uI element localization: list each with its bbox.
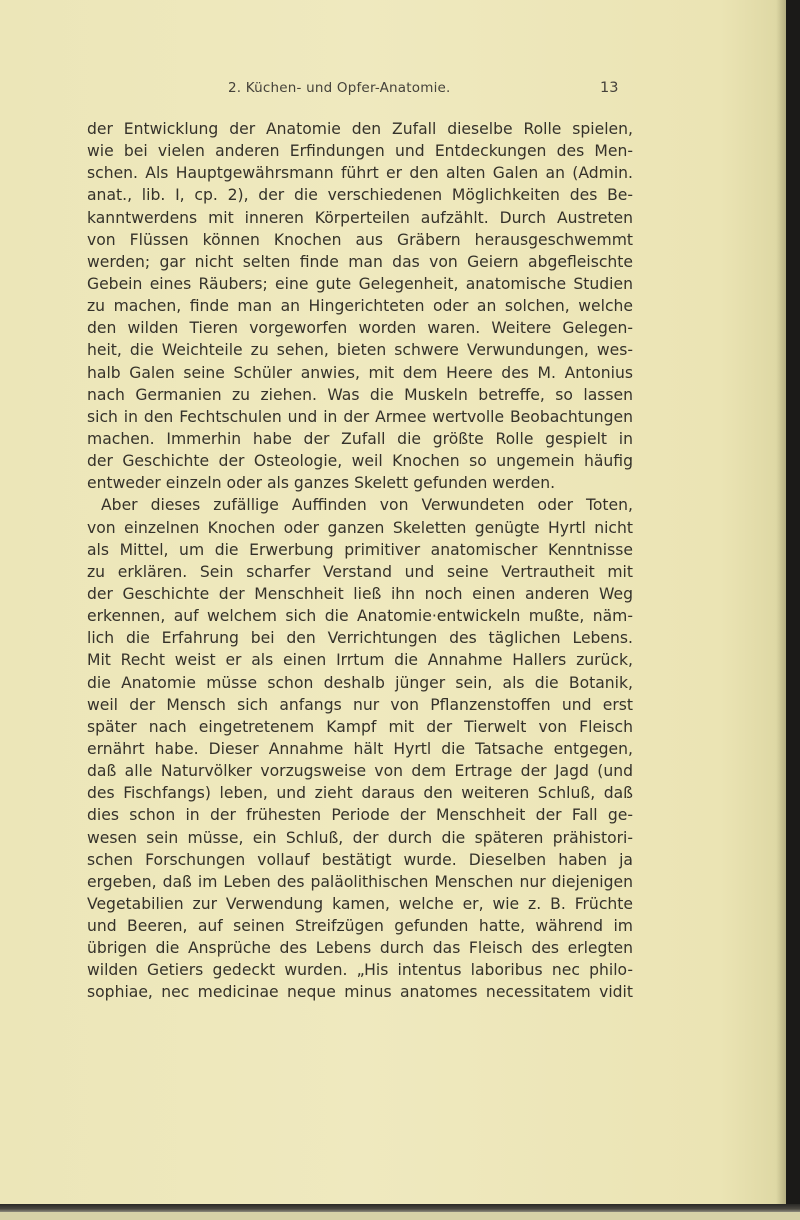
text-line: sich in den Fechtschulen und in der Armee wertvolle Beobachtungen (87, 407, 633, 426)
page-number: 13 (600, 80, 619, 96)
text-line: der Entwicklung der Anatomie den Zufall dieselbe Rolle spielen, (87, 120, 633, 138)
text-line: schen Forschungen vollauf bestätigt wurde. Dieselben haben ja (87, 850, 633, 869)
text-line: daß alle Naturvölker vorzugsweise von dem Ertrage der Jagd (und (87, 762, 633, 781)
text-line: kanntwerdens mit inneren Körperteilen aufzählt. Durch Austreten (87, 208, 633, 227)
text-line: den wilden Tieren vorgeworfen worden waren. Weitere Gelegen- (87, 319, 633, 338)
text-line: der Geschichte der Menschheit ließ ihn noch einen anderen Weg (87, 584, 633, 603)
text-line: der Geschichte der Osteologie, weil Knochen so ungemein häufig (87, 452, 633, 471)
text-line: zu machen, finde man an Hingerichteten oder an solchen, welche (87, 297, 633, 316)
text-line: wie bei vielen anderen Erfindungen und Entdeckungen des Men- (87, 142, 633, 161)
text-line: zu erklären. Sein scharfer Verstand und seine Vertrautheit mit (87, 562, 633, 581)
text-line: schen. Als Hauptgewährsmann führt er den alten Galen an (Admin. (87, 164, 633, 183)
text-line: halb Galen seine Schüler anwies, mit dem Heere des M. Antonius (87, 363, 633, 382)
text-line: Vegetabilien zur Verwendung kamen, welche er, wie z. B. Früchte (87, 894, 633, 913)
text-line: werden; gar nicht selten finde man das von Geiern abgefleischte (87, 252, 633, 271)
text-line: Aber dieses zufällige Auffinden von Verwundeten oder Toten, (101, 496, 633, 515)
text-line: die Anatomie müsse schon deshalb jünger sein, als die Botanik, (87, 673, 633, 692)
text-line: heit, die Weichteile zu sehen, bieten schwere Verwundungen, wes- (87, 341, 633, 360)
text-line: ernährt habe. Dieser Annahme hält Hyrtl die Tatsache entgegen, (87, 739, 633, 758)
text-line: weil der Mensch sich anfangs nur von Pflanzenstoffen und erst (87, 695, 633, 714)
scan-bottom-strip (0, 1212, 800, 1220)
text-line: Mit Recht weist er als einen Irrtum die Annahme Hallers zurück, (87, 651, 633, 670)
text-line: nach Germanien zu ziehen. Was die Muskeln betreffe, so lassen (87, 385, 633, 404)
scan-edge-bottom (0, 1204, 800, 1212)
text-line: anat., lib. I, cp. 2), der die verschiedenen Möglichkeiten des Be- (87, 186, 633, 205)
text-line: machen. Immerhin habe der Zufall die größte Rolle gespielt in (87, 429, 633, 448)
text-line: entweder einzeln oder als ganzes Skelett gefunden werden. (87, 474, 556, 493)
text-line: übrigen die Ansprüche des Lebens durch das Fleisch des erlegten (87, 939, 633, 958)
text-line: ergeben, daß im Leben des paläolithischen Menschen nur diejenigen (87, 872, 633, 891)
text-line: und Beeren, auf seinen Streifzügen gefunden hatte, während im (87, 917, 633, 936)
text-line: dies schon in der frühesten Periode der Menschheit der Fall ge- (87, 806, 633, 825)
text-line: lich die Erfahrung bei den Verrichtungen des täglichen Lebens. (87, 629, 633, 648)
body-text (87, 118, 633, 1004)
page-edge-shadow (776, 0, 786, 1220)
text-line: wilden Getiers gedeckt wurden. „His intentus laboribus nec philo- (87, 961, 633, 980)
text-line: Gebein eines Räubers; eine gute Gelegenheit, anatomische Studien (87, 274, 633, 293)
text-line: von einzelnen Knochen oder ganzen Skeletten genügte Hyrtl nicht (87, 518, 633, 537)
text-line: wesen sein müsse, ein Schluß, der durch die späteren prähistori- (87, 828, 633, 847)
text-line: später nach eingetretenem Kampf mit der Tierwelt von Fleisch (87, 717, 633, 736)
scan-edge-right (786, 0, 800, 1220)
text-line: sophiae, nec medicinae neque minus anatomes necessitatem vidit (87, 983, 633, 1002)
text-line: des Fischfangs) leben, und zieht daraus den weiteren Schluß, daß (87, 784, 633, 803)
text-line: als Mittel, um die Erwerbung primitiver anatomischer Kenntnisse (87, 540, 633, 559)
text-line: von Flüssen können Knochen aus Gräbern herausgeschwemmt (87, 230, 633, 249)
page-header (0, 80, 800, 102)
running-head: 2. Küchen- und Opfer-Anatomie. (228, 80, 451, 96)
text-line: erkennen, auf welchem sich die Anatomie·entwickeln mußte, näm- (87, 607, 633, 626)
